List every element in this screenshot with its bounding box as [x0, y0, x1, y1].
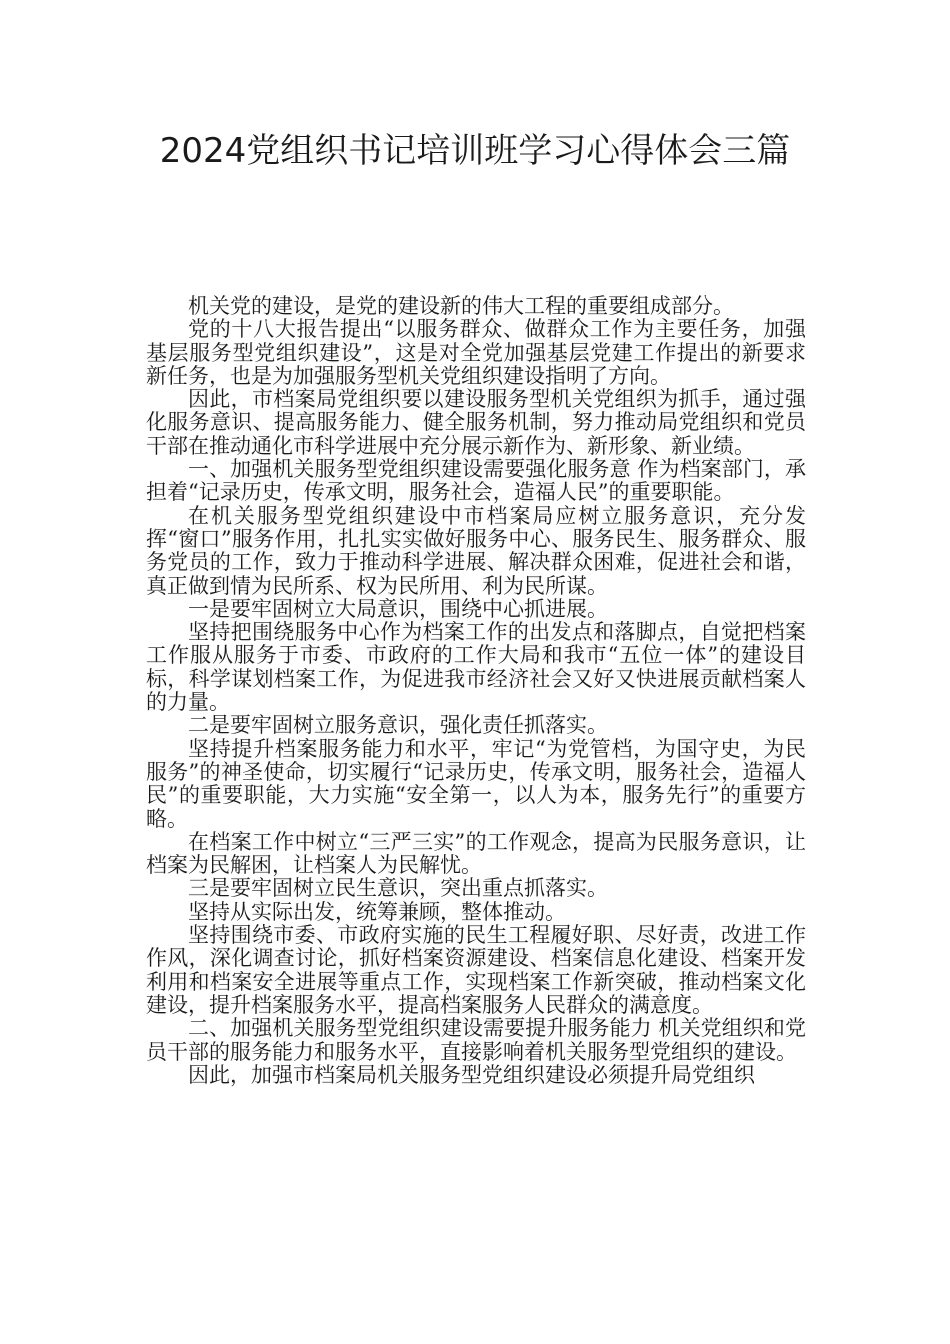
paragraph: 因此，加强市档案局机关服务型党组织建设必须提升局党组织: [188, 1062, 755, 1087]
paragraph: 二、加强机关服务型党组织建设需要提升服务能力 机关党组织和党员干部的服务能力和服务水平，直接影响着机关服务型党组织的建设。: [146, 1016, 806, 1064]
paragraph: 因此，市档案局党组织要以建设服务型机关党组织为抓手，通过强化服务意识、提高服务能力、健全服务机制，努力推动局党组织和党员干部在推动通化市科学进展中充分展示新作为、新形象、新业绩。: [146, 387, 806, 458]
paragraph: 三是要牢固树立民生意识，突出重点抓落实。: [188, 876, 608, 901]
document-title: 2024党组织书记培训班学习心得体会三篇: [159, 131, 791, 171]
paragraph: 机关党的建设，是党的建设新的伟大工程的重要组成部分。: [188, 294, 734, 318]
paragraph: 坚持从实际出发，统筹兼顾，整体推动。: [188, 899, 566, 924]
paragraph: 二是要牢固树立服务意识，强化责任抓落实。: [188, 713, 608, 738]
paragraph: 一是要牢固树立大局意识，围绕中心抓进展。: [188, 596, 608, 621]
paragraph: 在档案工作中树立“三严三实”的工作观念，提高为民服务意识，让档案为民解困，让档案人为民解忧。: [146, 829, 806, 878]
paragraph: 坚持把围绕服务中心作为档案工作的出发点和落脚点，自觉把档案工作服从服务于市委、市政府的工作大局和我市“五位一体”的建设目标，科学谋划档案工作，为促进我市经济社会又好又快进展贡献档案人的力量。: [146, 620, 806, 715]
paragraph: 坚持围绕市委、市政府实施的民生工程履好职、尽好责，改进工作作风，深化调查讨论，抓好档案资源建设、档案信息化建设、档案开发利用和档案安全进展等重点工作，实现档案工作新突破，推动档案文化建设，提升档案服务水平，提高档案服务人民群众的满意度。: [146, 923, 806, 1017]
paragraph: 一、加强机关服务型党组织建设需要强化服务意 作为档案部门，承担着“记录历史，传承文明，服务社会，造福人民”的重要职能。: [146, 457, 806, 505]
paragraph: 坚持提升档案服务能力和水平，牢记“为党管档，为国守史，为民服务”的神圣使命，切实履行“记录历史，传承文明，服务社会，造福人民”的重要职能，大力实施“安全第一，以人为本，服务先行”的重要方略。: [146, 736, 806, 831]
paragraph: 党的十八大报告提出“以服务群众、做群众工作为主要任务，加强基层服务型党组织建设”，这是对全党加强基层党建工作提出的新要求新任务，也是为加强服务型机关党组织建设指明了方向。: [146, 317, 806, 388]
paragraph: 在机关服务型党组织建设中市档案局应树立服务意识，充分发挥“窗口”服务作用，扎扎实实做好服务中心、服务民生、服务群众、服务党员的工作，致力于推动科学进展、解决群众困难，促进社会和谐，真正做到情为民所系、权为民所用、利为民所谋。: [146, 503, 806, 598]
document-body: [146, 295, 806, 1087]
